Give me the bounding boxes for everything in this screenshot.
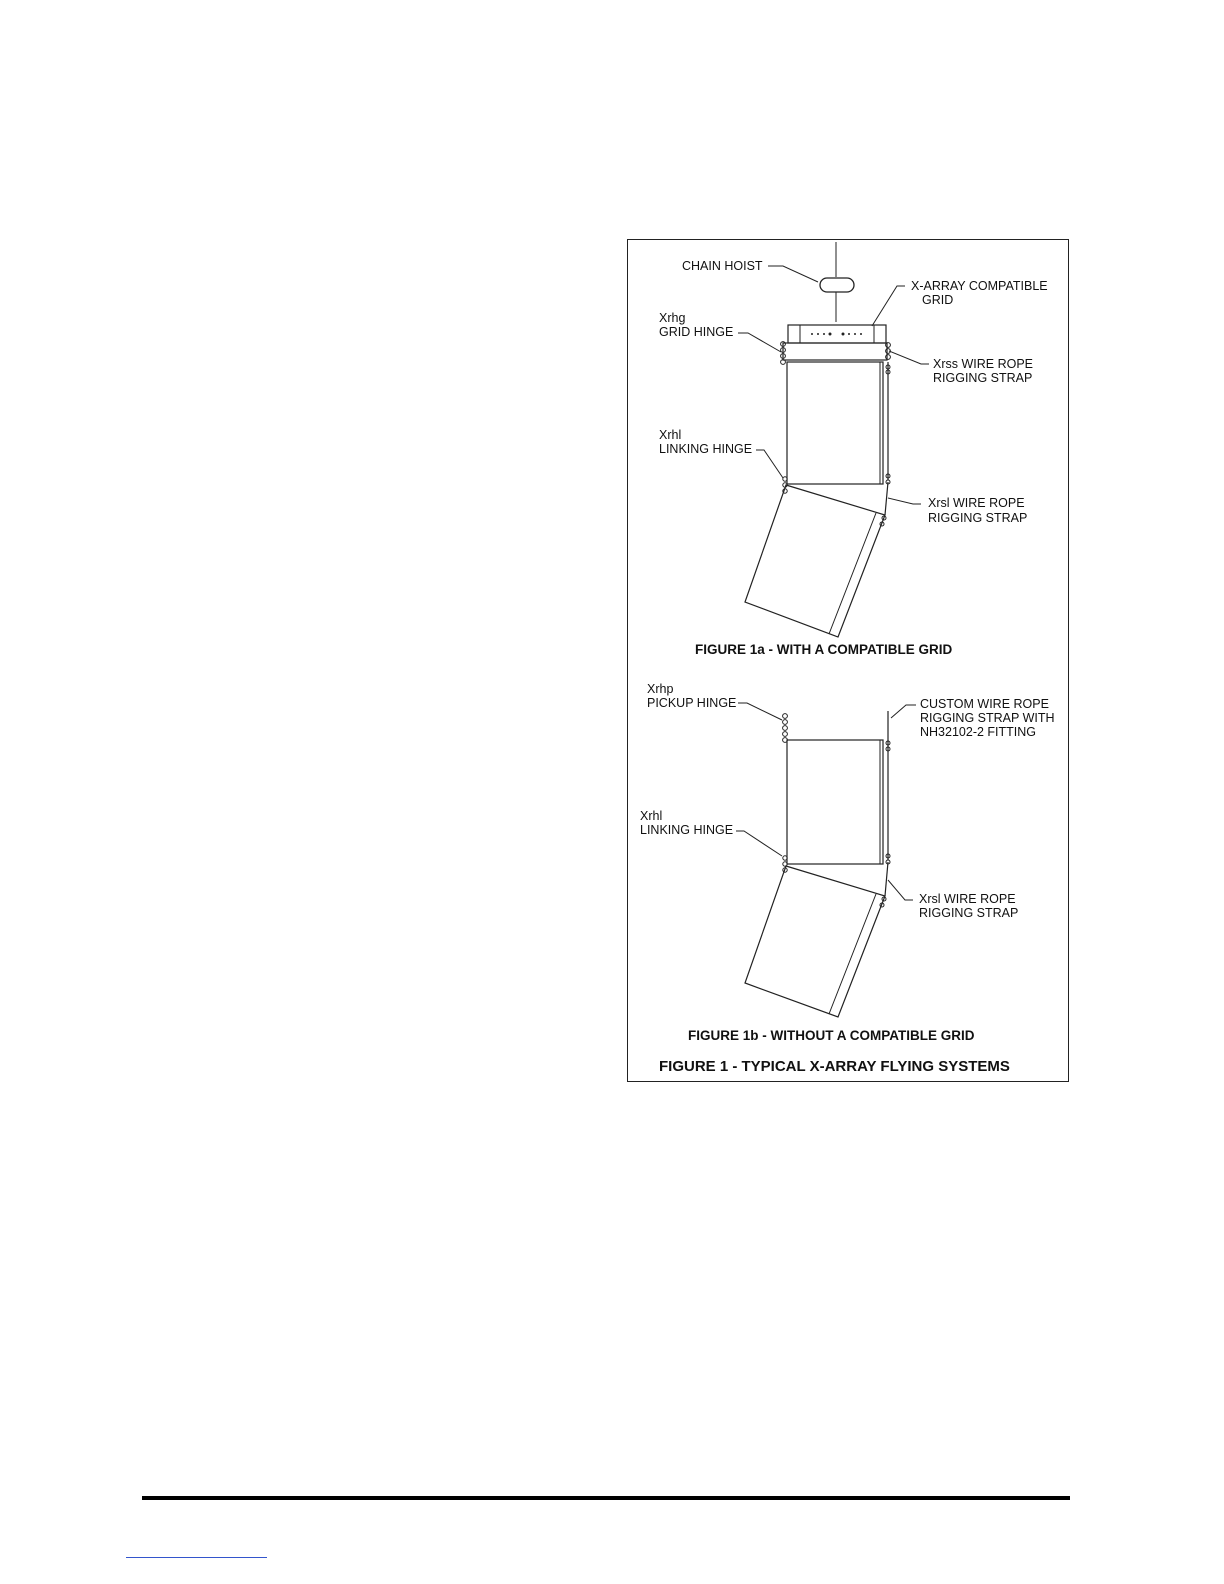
leader-xrhl-b <box>736 831 782 856</box>
cabinet-3 <box>787 740 883 864</box>
leader-xrhp <box>738 703 782 720</box>
label-xrhl-b-line2: LINKING HINGE <box>640 823 734 837</box>
label-xrsl-line2: RIGGING STRAP <box>928 511 1028 525</box>
fig1b-drawing <box>736 703 916 1017</box>
caption-fig1a: FIGURE 1a - WITH A COMPATIBLE GRID <box>695 642 953 657</box>
label-xrhp-line1: Xrhp <box>647 682 674 696</box>
leader-xrss <box>889 351 929 364</box>
leader-grid <box>872 286 905 326</box>
label-xrhp-line2: PICKUP HINGE <box>647 696 737 710</box>
footer-rule <box>142 1496 1070 1500</box>
cabinet-1 <box>787 362 883 484</box>
label-xrss-line1: Xrss WIRE ROPE <box>933 357 1034 371</box>
grid-bar <box>783 343 887 360</box>
label-grid-line2: GRID <box>922 293 954 307</box>
label-custom-line1: CUSTOM WIRE ROPE <box>920 697 1049 711</box>
label-xrhg-line2: GRID HINGE <box>659 325 734 339</box>
label-xrhl-b-line1: Xrhl <box>640 809 663 823</box>
leader-xrsl <box>888 498 921 504</box>
label-xrss-line2: RIGGING STRAP <box>933 371 1033 385</box>
label-xrsl-b-line2: RIGGING STRAP <box>919 906 1019 920</box>
label-xrsl-line1: Xrsl WIRE ROPE <box>928 496 1025 510</box>
leader-chain-hoist <box>768 266 818 282</box>
cabinet-4 <box>745 866 885 1017</box>
figure-title: FIGURE 1 - TYPICAL X-ARRAY FLYING SYSTEMS <box>659 1058 1010 1075</box>
fig1a-drawing <box>738 242 929 637</box>
chain-hoist-shape <box>820 278 854 292</box>
leader-custom <box>891 705 916 718</box>
grid-holes <box>811 333 862 336</box>
pickup-hinge-chain <box>783 714 788 743</box>
label-custom-line2: RIGGING STRAP WITH <box>920 711 1055 725</box>
leader-xrhl <box>756 450 783 478</box>
leader-xrhg <box>738 333 781 352</box>
label-chain-hoist: CHAIN HOIST <box>682 259 763 273</box>
cabinet-2 <box>745 485 885 637</box>
xrsl-strap-1a <box>885 482 888 515</box>
label-xrhl-line1: Xrhl <box>659 428 682 442</box>
label-custom-line3: NH32102-2 FITTING <box>920 725 1037 739</box>
grid-shape <box>788 325 886 343</box>
footer-link-underline[interactable] <box>126 1557 267 1558</box>
label-grid-line1: X-ARRAY COMPATIBLE <box>911 279 1048 293</box>
leader-xrsl-b <box>888 880 913 900</box>
xrsl-strap-1b <box>885 862 888 896</box>
label-xrhg-line1: Xrhg <box>659 311 686 325</box>
label-xrsl-b-line1: Xrsl WIRE ROPE <box>919 892 1016 906</box>
label-xrhl-line2: LINKING HINGE <box>659 442 753 456</box>
caption-fig1b: FIGURE 1b - WITHOUT A COMPATIBLE GRID <box>688 1028 975 1043</box>
